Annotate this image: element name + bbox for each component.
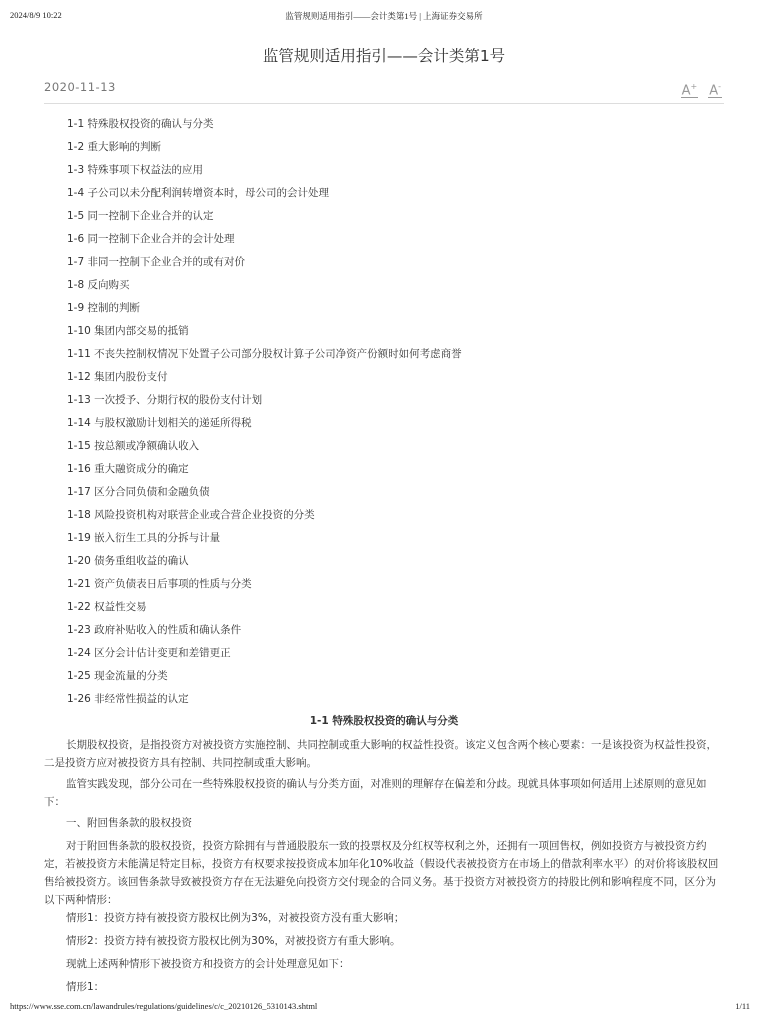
toc-item[interactable]	[67, 576, 462, 599]
toc-item[interactable]	[67, 392, 462, 415]
toc-link[interactable]: 1-2 重大影响的判断	[67, 141, 161, 153]
toc-link[interactable]: 1-3 特殊事项下权益法的应用	[67, 164, 203, 176]
toc-item[interactable]	[67, 254, 462, 277]
toc-link[interactable]: 1-20 债务重组收益的确认	[67, 555, 189, 567]
toc-link[interactable]: 1-24 区分会计估计变更和差错更正	[67, 647, 231, 659]
toc-link[interactable]: 1-13 一次授予、分期行权的股份支付计划	[67, 394, 263, 406]
toc-link[interactable]: 1-19 嵌入衍生工具的分拆与计量	[67, 532, 221, 544]
font-decrease-label: A	[709, 83, 719, 99]
toc-item[interactable]	[67, 185, 462, 208]
page-url: https://www.sse.com.cn/lawandrules/regulations/guidelines/c/c_20210126_5310143.shtml	[10, 1001, 318, 1011]
toc-link[interactable]: 1-14 与股权激励计划相关的递延所得税	[67, 417, 252, 429]
toc-item[interactable]	[67, 300, 462, 323]
subheading-put-option: 一、附回售条款的股权投资	[66, 817, 192, 829]
toc-link[interactable]: 1-16 重大融资成分的确定	[67, 463, 189, 475]
toc-item[interactable]	[67, 622, 462, 645]
paragraph-practice: 监管实践发现，部分公司在一些特殊股权投资的确认与分类方面，对准则的理解存在偏差和分歧。现就具体事项如何适用上述原则的意见如下：	[44, 778, 707, 808]
toc-item[interactable]	[67, 369, 462, 392]
toc-link[interactable]: 1-15 按总额或净额确认收入	[67, 440, 200, 452]
print-datetime: 2024/8/9 10:22	[10, 10, 62, 20]
paragraph-definition: 长期股权投资，是指投资方对被投资方实施控制、共同控制或重大影响的权益性投资。该定义包含两个核心要素：一是该投资为权益性投资，二是投资方应对被投资方具有控制、共同控制或重大影响。	[44, 739, 717, 769]
print-footer	[10, 1001, 758, 1015]
font-decrease-button[interactable]	[708, 80, 722, 98]
toc-item[interactable]	[67, 116, 462, 139]
print-header	[10, 10, 758, 24]
toc-link[interactable]: 1-4 子公司以未分配利润转增资本时，母公司的会计处理	[67, 187, 329, 199]
toc-link[interactable]: 1-12 集团内股份支付	[67, 371, 168, 383]
toc-item[interactable]	[67, 231, 462, 254]
toc-link[interactable]: 1-25 现金流量的分类	[67, 670, 168, 682]
table-of-contents	[67, 116, 462, 714]
toc-link[interactable]: 1-26 非经常性损益的认定	[67, 693, 189, 705]
toc-link[interactable]: 1-6 同一控制下企业合并的会计处理	[67, 233, 235, 245]
toc-link[interactable]: 1-5 同一控制下企业合并的认定	[67, 210, 214, 222]
toc-link[interactable]: 1-22 权益性交易	[67, 601, 147, 613]
toc-link[interactable]: 1-18 风险投资机构对联营企业或合营企业投资的分类	[67, 509, 315, 521]
toc-item[interactable]	[67, 415, 462, 438]
toc-item[interactable]	[67, 599, 462, 622]
toc-link[interactable]: 1-7 非同一控制下企业合并的或有对价	[67, 256, 245, 268]
paragraph-put-option: 对于附回售条款的股权投资，投资方除拥有与普通股股东一致的投票权及分红权等权利之外，还拥有一项回售权，例如投资方与被投资方约定，若被投资方未能满足特定目标，投资方有权要求按投资成本加年化10%收益（假设代表被投资方在市场上的借款利率水平）的对价将该股权回售给被投资方。该回售条款导致被投资方存在无法避免向投资方交付现金的合同义务。基于投资方对被投资方的持股比例和影响程度不同，区分为以下两种情形：	[44, 840, 719, 906]
toc-link[interactable]: 1-1 特殊股权投资的确认与分类	[67, 118, 214, 130]
font-size-controls	[681, 80, 722, 98]
toc-item[interactable]	[67, 346, 462, 369]
toc-item[interactable]	[67, 530, 462, 553]
toc-item[interactable]	[67, 438, 462, 461]
section-heading: 1-1 特殊股权投资的确认与分类	[309, 715, 459, 727]
paragraph-case-1: 情形1：投资方持有被投资方股权比例为3%，对被投资方没有重大影响；	[66, 912, 405, 924]
font-increase-label: A	[681, 83, 691, 99]
paragraph-treatment: 现就上述两种情形下被投资方和投资方的会计处理意见如下：	[66, 958, 350, 970]
paragraph-case-1-label: 情形1：	[66, 981, 105, 993]
plus-icon: +	[690, 82, 698, 91]
toc-item[interactable]	[67, 668, 462, 691]
toc-item[interactable]	[67, 553, 462, 576]
header-divider	[44, 103, 724, 104]
toc-item[interactable]	[67, 691, 462, 714]
toc-link[interactable]: 1-8 反向购买	[67, 279, 130, 291]
page-number: 1/11	[735, 1001, 750, 1011]
paragraph-case-2: 情形2：投资方持有被投资方股权比例为30%，对被投资方有重大影响。	[66, 935, 401, 947]
toc-item[interactable]	[67, 162, 462, 185]
font-increase-button[interactable]	[681, 80, 699, 98]
minus-icon: -	[718, 82, 721, 91]
print-page-title: 监管规则适用指引——会计类第1号 | 上海证券交易所	[285, 11, 483, 21]
page-title: 监管规则适用指引——会计类第1号	[262, 47, 506, 65]
toc-item[interactable]	[67, 139, 462, 162]
toc-item[interactable]	[67, 277, 462, 300]
toc-link[interactable]: 1-11 不丧失控制权情况下处置子公司部分股权计算子公司净资产份额时如何考虑商誉	[67, 348, 462, 360]
toc-item[interactable]	[67, 461, 462, 484]
toc-item[interactable]	[67, 484, 462, 507]
toc-item[interactable]	[67, 323, 462, 346]
toc-item[interactable]	[67, 208, 462, 231]
toc-item[interactable]	[67, 507, 462, 530]
toc-link[interactable]: 1-21 资产负债表日后事项的性质与分类	[67, 578, 252, 590]
toc-link[interactable]: 1-10 集团内部交易的抵销	[67, 325, 189, 337]
toc-link[interactable]: 1-9 控制的判断	[67, 302, 140, 314]
toc-link[interactable]: 1-17 区分合同负债和金融负债	[67, 486, 210, 498]
publish-date: 2020-11-13	[44, 80, 116, 94]
toc-link[interactable]: 1-23 政府补贴收入的性质和确认条件	[67, 624, 242, 636]
toc-item[interactable]	[67, 645, 462, 668]
